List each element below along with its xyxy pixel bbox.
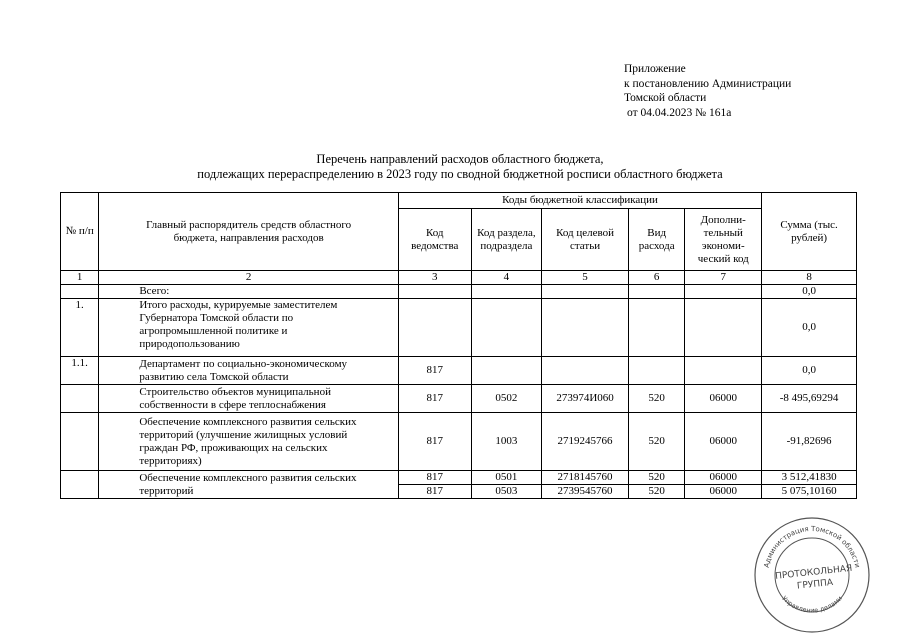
title-line: Перечень направлений расходов областного бюджета, xyxy=(316,152,604,166)
annex-line: от 04.04.2023 № 161а xyxy=(627,106,732,119)
row-sum: -91,82696 xyxy=(762,413,857,471)
row-name: Обеспечение комплексного развития сельских территорий xyxy=(99,471,399,499)
budget-table xyxy=(60,192,857,499)
row-sum: 0,0 xyxy=(762,357,857,385)
col-number: 5 xyxy=(542,271,629,285)
seal-ring-text: Администрация Томской области xyxy=(762,524,862,569)
row-type: 520 xyxy=(628,471,684,485)
col-number: 8 xyxy=(762,271,857,285)
annex-line: Томской области xyxy=(624,92,707,104)
annex-line: к постановлению Администрации xyxy=(624,77,792,90)
table-row-total xyxy=(61,285,857,299)
row-sum: 5 075,10160 xyxy=(762,485,857,499)
col-number: 1 xyxy=(61,271,99,285)
seal-center-line: ПРОТОКОЛЬНАЯ xyxy=(774,563,853,582)
header-dept-code: Код ведомства xyxy=(398,209,471,271)
row-section: 0503 xyxy=(471,485,542,499)
row-section: 0502 xyxy=(471,385,542,413)
row-type: 520 xyxy=(628,385,684,413)
row-type: 520 xyxy=(628,413,684,471)
row-target: 2719245766 xyxy=(542,413,629,471)
col-number: 4 xyxy=(471,271,542,285)
table-row xyxy=(61,385,857,413)
row-target: 2718145760 xyxy=(542,471,629,485)
row-name: Итого расходы, курируемые заместителем Губернатора Томской области по агропромышленной политике и природопользованию xyxy=(99,299,399,357)
row-num: 1.1. xyxy=(61,357,99,385)
header-codes-group: Коды бюджетной классификации xyxy=(398,193,761,209)
title-line: подлежащих перераспределению в 2023 году по сводной бюджетной росписи областного бюджета xyxy=(197,167,723,181)
row-num: 1. xyxy=(61,299,99,357)
header-target-code: Код целевой статьи xyxy=(542,209,629,271)
col-number: 6 xyxy=(628,271,684,285)
row-dept: 817 xyxy=(398,385,471,413)
row-sum: 0,0 xyxy=(762,299,857,357)
row-dept: 817 xyxy=(398,413,471,471)
column-numbers-row xyxy=(61,271,857,285)
seal-stamp xyxy=(752,515,872,635)
annex-block xyxy=(624,62,791,120)
row-econ: 06000 xyxy=(685,485,762,499)
col-number: 2 xyxy=(99,271,399,285)
header-expense-type: Вид расхода xyxy=(628,209,684,271)
row-target: 273974И060 xyxy=(542,385,629,413)
row-econ: 06000 xyxy=(685,413,762,471)
header-num: № п/п xyxy=(61,193,99,271)
row-type: 520 xyxy=(628,485,684,499)
header-section-code: Код раздела, подраздела xyxy=(471,209,542,271)
row-name: Строительство объектов муниципальной собственности в сфере теплоснабжения xyxy=(99,385,399,413)
col-number: 7 xyxy=(685,271,762,285)
row-econ: 06000 xyxy=(685,385,762,413)
table-row xyxy=(61,471,857,485)
table-row xyxy=(61,299,857,357)
row-target: 2739545760 xyxy=(542,485,629,499)
total-label: Всего: xyxy=(99,285,399,299)
table-row xyxy=(61,413,857,471)
row-sum: 3 512,41830 xyxy=(762,471,857,485)
row-sum: -8 495,69294 xyxy=(762,385,857,413)
row-name: Департамент по социально-экономическому развитию села Томской области xyxy=(99,357,399,385)
table-row xyxy=(61,357,857,385)
row-name: Обеспечение комплексного развития сельских территорий (улучшение жилищных условий граждан РФ, проживающих на сельских территориях) xyxy=(99,413,399,471)
annex-line: Приложение xyxy=(624,63,686,75)
row-dept: 817 xyxy=(398,471,471,485)
row-section: 0501 xyxy=(471,471,542,485)
header-econ-code: Дополни-тельный экономи-ческий код xyxy=(685,209,762,271)
header-main: Главный распорядитель средств областного бюджета, направления расходов xyxy=(99,193,399,271)
row-econ: 06000 xyxy=(685,471,762,485)
row-dept: 817 xyxy=(398,485,471,499)
seal-bottom-text: Управление делами xyxy=(780,594,844,615)
document-title xyxy=(60,152,860,182)
header-sum: Сумма (тыс. рублей) xyxy=(762,193,857,271)
col-number: 3 xyxy=(398,271,471,285)
total-sum: 0,0 xyxy=(762,285,857,299)
seal-center-line: ГРУППА xyxy=(796,577,834,592)
row-section: 1003 xyxy=(471,413,542,471)
row-dept: 817 xyxy=(398,357,471,385)
